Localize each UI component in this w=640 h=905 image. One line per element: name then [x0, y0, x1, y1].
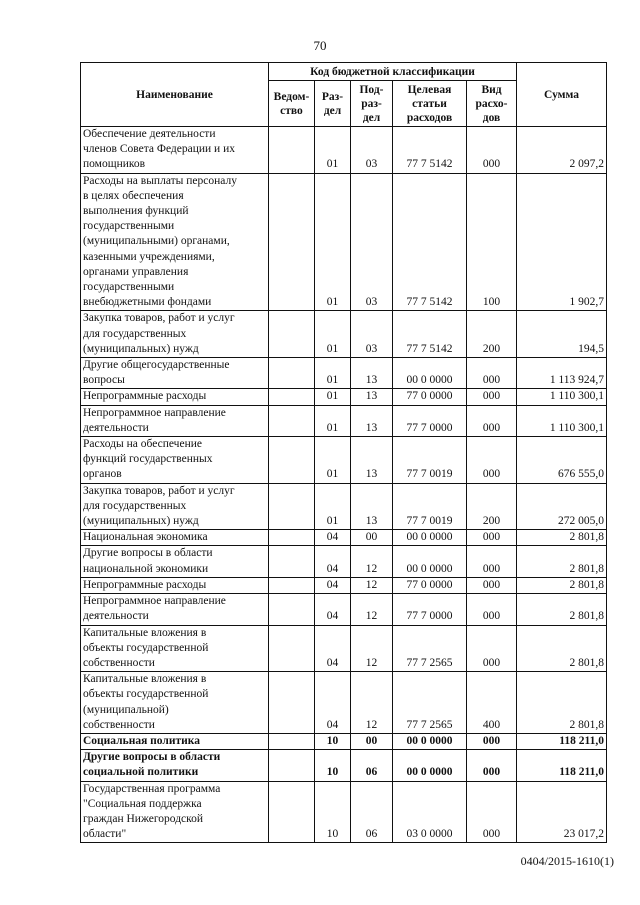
row-target-cell: 03 0 0000 — [393, 781, 467, 843]
row-section-cell: 04 — [315, 546, 351, 577]
row-target-cell: 77 7 5142 — [393, 127, 467, 174]
row-expense-type-cell: 000 — [467, 577, 517, 593]
row-target-cell: 00 0 0000 — [393, 733, 467, 749]
row-name-cell: Обеспечение деятельности членов Совета Федерации и их помощников — [81, 127, 269, 174]
header-dept: Ведом- ство — [269, 81, 315, 127]
row-name-cell: Капитальные вложения в объекты государственной собственности — [81, 625, 269, 672]
row-name-cell: Закупка товаров, работ и услуг для государственных (муниципальных) нужд — [81, 311, 269, 358]
row-dept-cell — [269, 173, 315, 311]
row-amount-cell: 118 211,0 — [517, 733, 607, 749]
row-name-cell: Другие вопросы в области социальной политики — [81, 750, 269, 781]
row-dept-cell — [269, 437, 315, 484]
row-section-cell: 01 — [315, 311, 351, 358]
table-row — [81, 577, 607, 593]
row-subsection-cell: 13 — [351, 483, 393, 530]
table-row — [81, 733, 607, 749]
row-dept-cell — [269, 405, 315, 436]
row-section-cell: 10 — [315, 733, 351, 749]
row-dept-cell — [269, 577, 315, 593]
row-name-cell: Другие вопросы в области национальной экономики — [81, 546, 269, 577]
row-dept-cell — [269, 358, 315, 389]
budget-table-body — [81, 127, 607, 843]
row-expense-type-cell: 000 — [467, 733, 517, 749]
row-target-cell: 77 7 2565 — [393, 625, 467, 672]
table-row — [81, 530, 607, 546]
row-expense-type-cell: 000 — [467, 750, 517, 781]
table-row — [81, 405, 607, 436]
row-amount-cell: 1 110 300,1 — [517, 389, 607, 405]
row-target-cell: 77 0 0000 — [393, 577, 467, 593]
row-subsection-cell: 03 — [351, 127, 393, 174]
row-subsection-cell: 12 — [351, 672, 393, 734]
header-section: Раз- дел — [315, 81, 351, 127]
table-row — [81, 750, 607, 781]
row-subsection-cell: 00 — [351, 530, 393, 546]
row-section-cell: 04 — [315, 625, 351, 672]
row-section-cell: 04 — [315, 530, 351, 546]
row-amount-cell: 2 801,8 — [517, 672, 607, 734]
row-target-cell: 00 0 0000 — [393, 546, 467, 577]
row-name-cell: Другие общегосударственные вопросы — [81, 358, 269, 389]
table-row — [81, 358, 607, 389]
table-row — [81, 483, 607, 530]
row-section-cell: 01 — [315, 173, 351, 311]
row-name-cell: Непрограммные расходы — [81, 577, 269, 593]
row-amount-cell: 2 801,8 — [517, 594, 607, 625]
row-dept-cell — [269, 625, 315, 672]
row-section-cell: 01 — [315, 437, 351, 484]
row-subsection-cell: 12 — [351, 577, 393, 593]
row-expense-type-cell: 000 — [467, 127, 517, 174]
row-subsection-cell: 13 — [351, 389, 393, 405]
table-row — [81, 389, 607, 405]
row-section-cell: 10 — [315, 781, 351, 843]
row-target-cell: 77 0 0000 — [393, 389, 467, 405]
row-dept-cell — [269, 733, 315, 749]
row-target-cell: 00 0 0000 — [393, 358, 467, 389]
row-amount-cell: 194,5 — [517, 311, 607, 358]
row-expense-type-cell: 200 — [467, 483, 517, 530]
row-amount-cell: 23 017,2 — [517, 781, 607, 843]
row-target-cell: 77 7 2565 — [393, 672, 467, 734]
row-subsection-cell: 12 — [351, 625, 393, 672]
row-section-cell: 10 — [315, 750, 351, 781]
row-expense-type-cell: 000 — [467, 530, 517, 546]
row-dept-cell — [269, 127, 315, 174]
row-amount-cell: 676 555,0 — [517, 437, 607, 484]
row-target-cell: 77 7 0000 — [393, 405, 467, 436]
row-amount-cell: 2 801,8 — [517, 577, 607, 593]
row-expense-type-cell: 000 — [467, 389, 517, 405]
row-expense-type-cell: 000 — [467, 781, 517, 843]
row-amount-cell: 2 801,8 — [517, 546, 607, 577]
row-section-cell: 04 — [315, 672, 351, 734]
table-row — [81, 781, 607, 843]
row-expense-type-cell: 000 — [467, 625, 517, 672]
row-expense-type-cell: 000 — [467, 358, 517, 389]
row-target-cell: 77 7 0019 — [393, 437, 467, 484]
table-row — [81, 173, 607, 311]
row-dept-cell — [269, 594, 315, 625]
table-row — [81, 625, 607, 672]
header-target: Целевая статьи расходов — [393, 81, 467, 127]
row-name-cell: Непрограммные расходы — [81, 389, 269, 405]
row-expense-type-cell: 100 — [467, 173, 517, 311]
row-name-cell: Непрограммное направление деятельности — [81, 405, 269, 436]
row-name-cell: Расходы на обеспечение функций государственных органов — [81, 437, 269, 484]
row-expense-type-cell: 200 — [467, 311, 517, 358]
row-subsection-cell: 03 — [351, 173, 393, 311]
row-section-cell: 01 — [315, 358, 351, 389]
row-subsection-cell: 06 — [351, 781, 393, 843]
header-classification-group: Код бюджетной классификации — [269, 63, 517, 81]
row-target-cell: 77 7 0019 — [393, 483, 467, 530]
row-amount-cell: 2 801,8 — [517, 625, 607, 672]
row-subsection-cell: 12 — [351, 546, 393, 577]
row-expense-type-cell: 000 — [467, 405, 517, 436]
budget-table — [80, 62, 607, 843]
row-subsection-cell: 13 — [351, 358, 393, 389]
row-name-cell: Капитальные вложения в объекты государственной (муниципальной) собственности — [81, 672, 269, 734]
row-target-cell: 00 0 0000 — [393, 750, 467, 781]
row-amount-cell: 272 005,0 — [517, 483, 607, 530]
row-amount-cell: 2 801,8 — [517, 530, 607, 546]
row-amount-cell: 1 110 300,1 — [517, 405, 607, 436]
row-dept-cell — [269, 750, 315, 781]
document-code: 0404/2015-1610(1) — [520, 854, 614, 868]
row-expense-type-cell: 000 — [467, 437, 517, 484]
row-name-cell: Государственная программа "Социальная поддержка граждан Нижегородской области" — [81, 781, 269, 843]
row-name-cell: Расходы на выплаты персоналу в целях обеспечения выполнения функций государственными (муниципальными) органами, казенными учреждениями, органами управления государственными внебюджетными фондами — [81, 173, 269, 311]
page-number: 70 — [313, 38, 327, 53]
row-target-cell: 77 7 5142 — [393, 173, 467, 311]
row-dept-cell — [269, 530, 315, 546]
header-amount: Сумма — [517, 63, 607, 127]
row-expense-type-cell: 400 — [467, 672, 517, 734]
row-section-cell: 01 — [315, 389, 351, 405]
table-row — [81, 437, 607, 484]
row-name-cell: Непрограммное направление деятельности — [81, 594, 269, 625]
row-dept-cell — [269, 311, 315, 358]
row-target-cell: 77 7 5142 — [393, 311, 467, 358]
row-expense-type-cell: 000 — [467, 546, 517, 577]
row-name-cell: Социальная политика — [81, 733, 269, 749]
row-subsection-cell: 00 — [351, 733, 393, 749]
table-row — [81, 311, 607, 358]
table-row — [81, 127, 607, 174]
row-dept-cell — [269, 672, 315, 734]
table-row — [81, 672, 607, 734]
row-subsection-cell: 06 — [351, 750, 393, 781]
row-subsection-cell: 03 — [351, 311, 393, 358]
row-amount-cell: 1 902,7 — [517, 173, 607, 311]
row-section-cell: 01 — [315, 483, 351, 530]
row-name-cell: Закупка товаров, работ и услуг для государственных (муниципальных) нужд — [81, 483, 269, 530]
row-dept-cell — [269, 546, 315, 577]
header-name: Наименование — [81, 63, 269, 127]
header-subsection: Под- раз- дел — [351, 81, 393, 127]
row-dept-cell — [269, 483, 315, 530]
row-section-cell: 01 — [315, 405, 351, 436]
row-subsection-cell: 12 — [351, 594, 393, 625]
row-expense-type-cell: 000 — [467, 594, 517, 625]
table-row — [81, 546, 607, 577]
row-amount-cell: 118 211,0 — [517, 750, 607, 781]
row-dept-cell — [269, 389, 315, 405]
row-subsection-cell: 13 — [351, 437, 393, 484]
row-target-cell: 77 7 0000 — [393, 594, 467, 625]
table-row — [81, 594, 607, 625]
row-dept-cell — [269, 781, 315, 843]
row-name-cell: Национальная экономика — [81, 530, 269, 546]
row-target-cell: 00 0 0000 — [393, 530, 467, 546]
row-amount-cell: 2 097,2 — [517, 127, 607, 174]
row-subsection-cell: 13 — [351, 405, 393, 436]
row-section-cell: 04 — [315, 577, 351, 593]
row-amount-cell: 1 113 924,7 — [517, 358, 607, 389]
row-section-cell: 01 — [315, 127, 351, 174]
header-expense-type: Вид расхо- дов — [467, 81, 517, 127]
row-section-cell: 04 — [315, 594, 351, 625]
